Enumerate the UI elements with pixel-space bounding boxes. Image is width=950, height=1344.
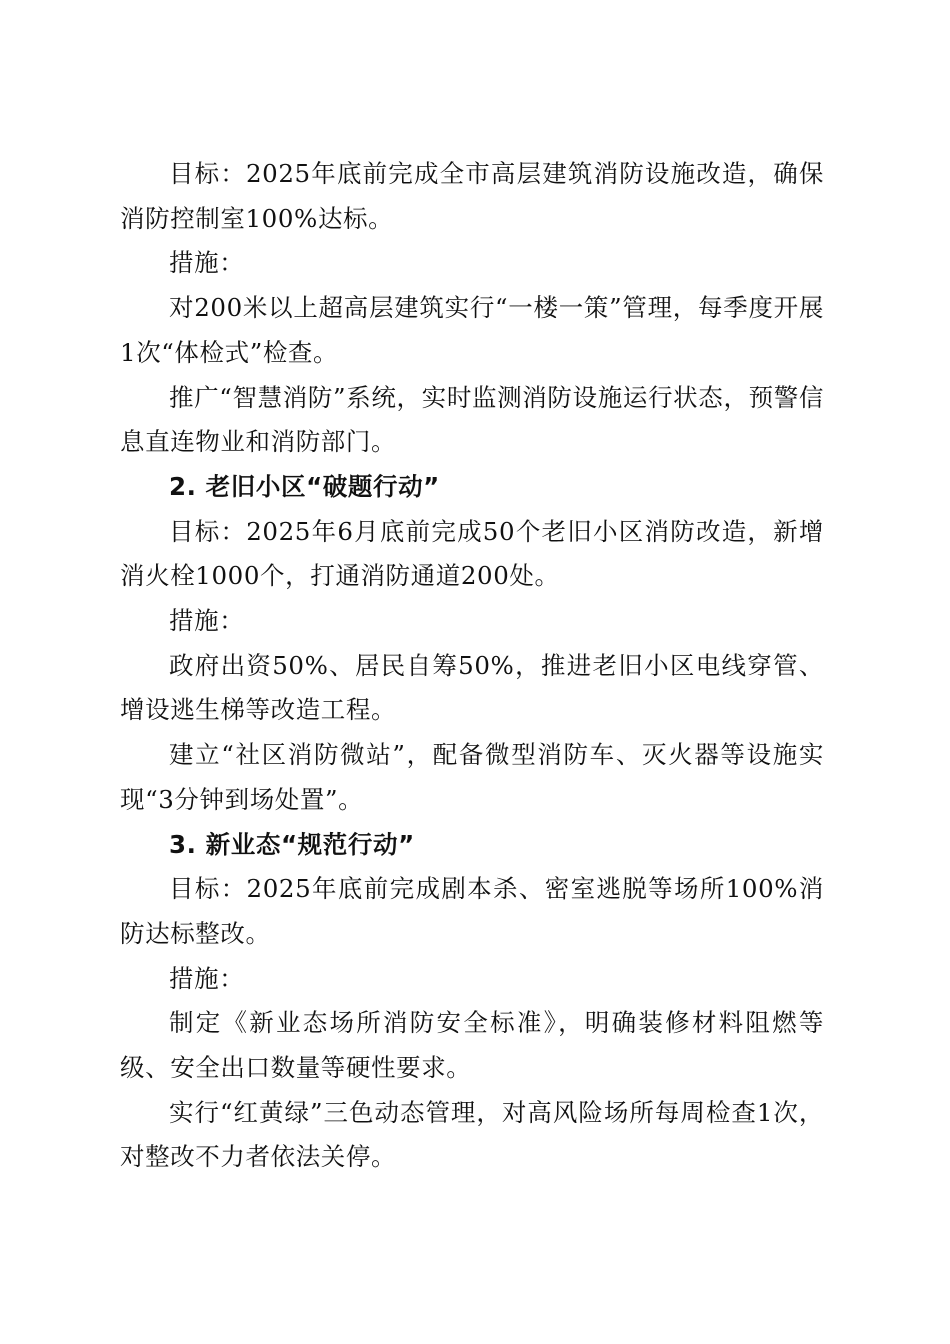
paragraph-measures-label: 措施： [169, 248, 245, 278]
paragraph-measures-label: 措施： [169, 606, 245, 636]
paragraph-measure-color-management: 实行“红黄绿”三色动态管理，对高风险场所每周检查1次，对整改不力者依法关停。 [120, 1097, 824, 1172]
section-heading-new-business: 3. 新业态“规范行动” [169, 829, 415, 859]
document-body [120, 152, 824, 1180]
paragraph-goal-new-business: 目标：2025年底前完成剧本杀、密室逃脱等场所100%消防达标整改。 [120, 874, 824, 948]
paragraph-goal-old-communities: 目标：2025年6月底前完成50个老旧小区消防改造，新增消火栓1000个，打通消防通道200处。 [120, 516, 824, 591]
section-heading-old-communities: 2. 老旧小区“破题行动” [169, 471, 440, 501]
paragraph-measures-label: 措施： [169, 963, 245, 993]
paragraph-measure-micro-station: 建立“社区消防微站”，配备微型消防车、灭火器等设施实现“3分钟到场处置”。 [120, 740, 824, 814]
paragraph-measure-funding: 政府出资50%、居民自筹50%，推进老旧小区电线穿管、增设逃生梯等改造工程。 [120, 650, 824, 725]
paragraph-measure-one-building-one-policy: 对200米以上超高层建筑实行“一楼一策”管理，每季度开展1次“体检式”检查。 [120, 293, 824, 367]
paragraph-measure-standards: 制定《新业态场所消防安全标准》，明确装修材料阻燃等级、安全出口数量等硬性要求。 [120, 1008, 824, 1083]
paragraph-measure-smart-fire: 推广“智慧消防”系统，实时监测消防设施运行状态，预警信息直连物业和消防部门。 [120, 382, 824, 457]
paragraph-goal-high-rise: 目标：2025年底前完成全市高层建筑消防设施改造，确保消防控制室100%达标。 [120, 159, 824, 233]
